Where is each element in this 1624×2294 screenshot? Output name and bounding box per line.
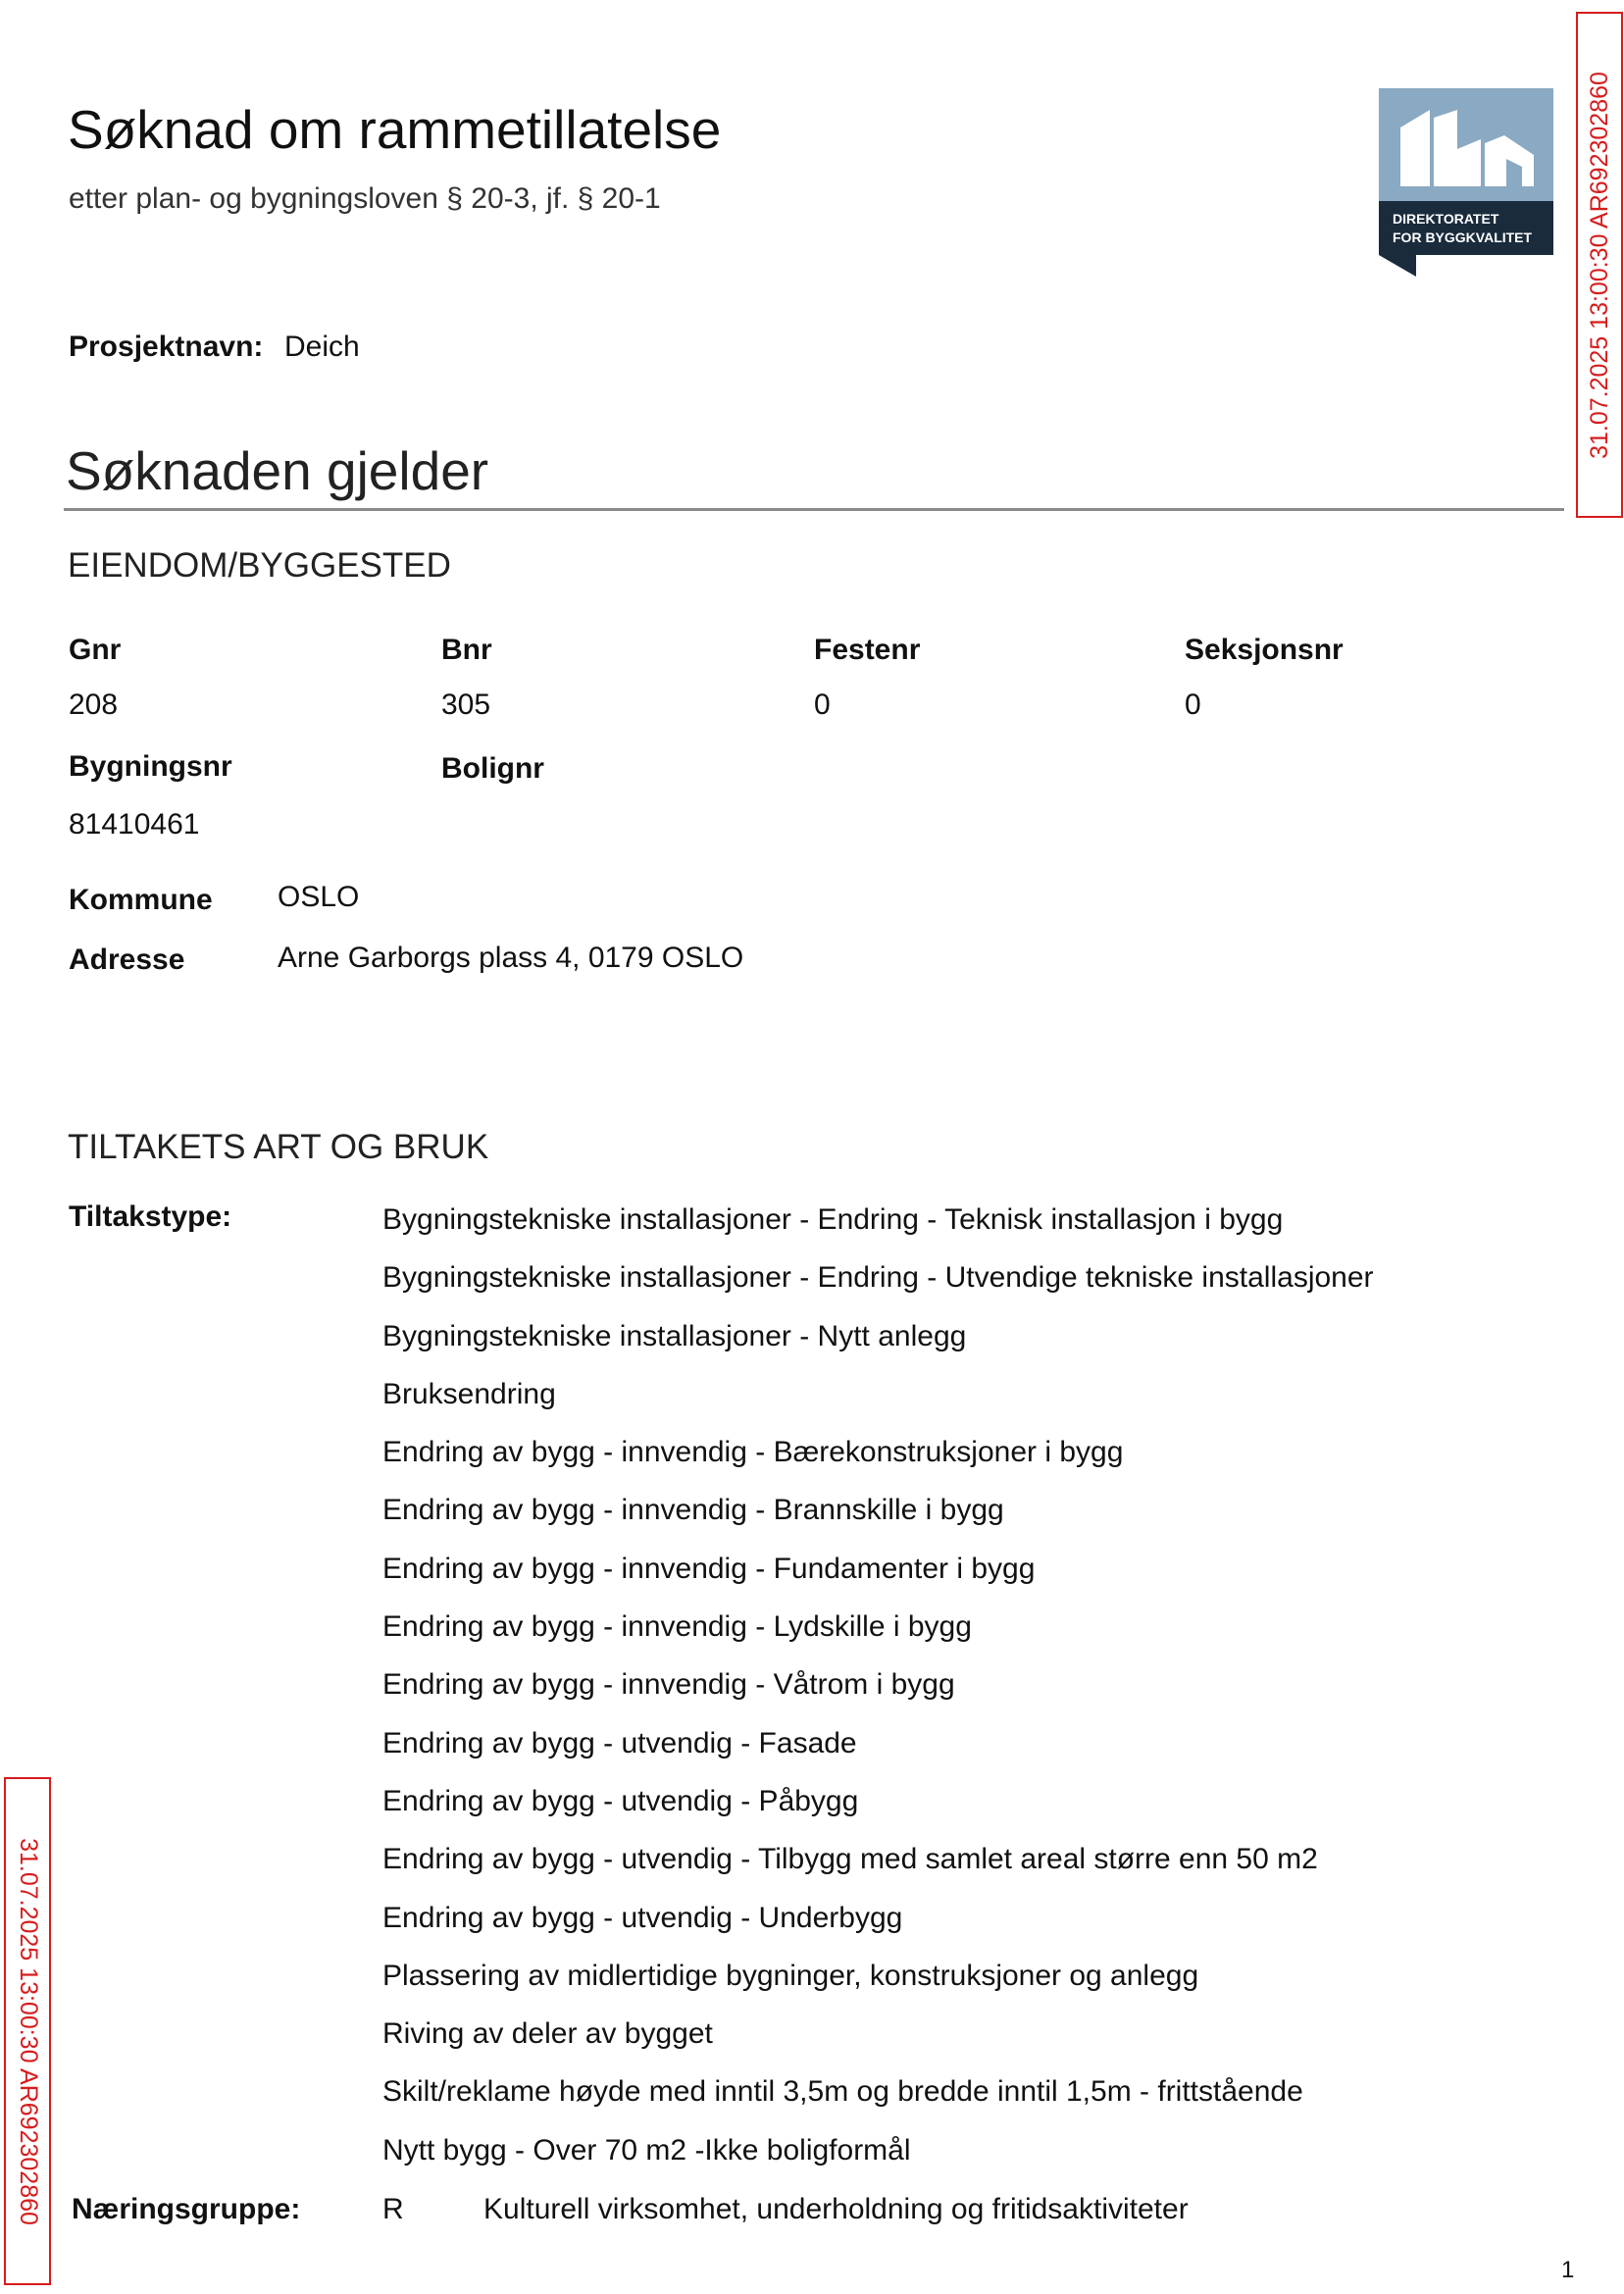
- list-item: Endring av bygg - innvendig - Bærekonstruksjoner i bygg: [382, 1436, 1124, 1469]
- list-item: Endring av bygg - utvendig - Fasade: [382, 1726, 857, 1759]
- list-item: Riving av deler av bygget: [382, 2017, 713, 2051]
- list-item: Endring av bygg - innvendig - Fundamenter i bygg: [382, 1552, 1036, 1585]
- document-subtitle: etter plan- og bygningsloven § 20-3, jf. § 20-1: [69, 182, 661, 215]
- page-number: 1: [1561, 2257, 1575, 2283]
- list-item: Endring av bygg - innvendig - Våtrom i bygg: [382, 1668, 955, 1702]
- bygningsnr-label: Bygningsnr: [69, 750, 232, 783]
- property-heading: EIENDOM/BYGGESTED: [68, 546, 451, 585]
- kommune-label: Kommune: [69, 884, 213, 916]
- stamp-top: [1576, 12, 1623, 518]
- adresse-label: Adresse: [69, 943, 185, 976]
- list-item: Nytt bygg - Over 70 m2 -Ikke boligformål: [382, 2133, 911, 2167]
- section-divider: [64, 508, 1564, 511]
- list-item: Endring av bygg - utvendig - Påbygg: [382, 1784, 859, 1817]
- list-item: Endring av bygg - innvendig - Lydskille i bygg: [382, 1610, 972, 1644]
- kommune-value: OSLO: [278, 881, 360, 913]
- list-item: Bygningstekniske installasjoner - Nytt anlegg: [382, 1319, 967, 1352]
- stamp-top-text: 31.07.2025 13:00:30 AR692302860: [1585, 71, 1613, 459]
- stamp-bottom-text: 31.07.2025 13:00:30 AR692302860: [14, 1837, 42, 2225]
- tiltakstype-label: Tiltakstype:: [69, 1200, 232, 1233]
- list-item: Skilt/reklame høyde med inntil 3,5m og bredde inntil 1,5m - frittstående: [382, 2075, 1303, 2109]
- list-item: Endring av bygg - utvendig - Tilbygg med samlet areal større enn 50 m2: [382, 1843, 1318, 1876]
- document-title: Søknad om rammetillatelse: [68, 99, 722, 160]
- gnr-label: Gnr: [69, 634, 122, 666]
- bnr-value: 305: [441, 688, 491, 721]
- festenr-value: 0: [814, 688, 831, 721]
- tiltak-heading: TILTAKETS ART OG BRUK: [68, 1128, 489, 1166]
- dibk-logo-graphic: [1379, 88, 1553, 277]
- gnr-value: 208: [69, 688, 119, 721]
- festenr-label: Festenr: [814, 634, 921, 666]
- list-item: Bygningstekniske installasjoner - Endring - Teknisk installasjon i bygg: [382, 1203, 1284, 1236]
- seksjonsnr-value: 0: [1185, 688, 1201, 721]
- bolignr-label: Bolignr: [441, 752, 544, 785]
- bnr-label: Bnr: [441, 634, 492, 666]
- seksjonsnr-label: Seksjonsnr: [1185, 634, 1344, 666]
- project-label: Prosjektnavn:: [69, 331, 264, 363]
- list-item: Endring av bygg - innvendig - Brannskille i bygg: [382, 1494, 1004, 1527]
- list-item: Endring av bygg - utvendig - Underbygg: [382, 1901, 903, 1934]
- project-value: Deich: [284, 331, 360, 363]
- dibk-logo: [1379, 88, 1553, 277]
- logo-line1: DIREKTORATET: [1393, 211, 1499, 227]
- naeringsgruppe-text: Kulturell virksomhet, underholdning og fritidsaktiviteter: [483, 2193, 1189, 2225]
- logo-line2: FOR BYGGKVALITET: [1393, 229, 1533, 245]
- section-title: Søknaden gjelder: [66, 440, 489, 501]
- list-item: Plassering av midlertidige bygninger, konstruksjoner og anlegg: [382, 1959, 1199, 1992]
- adresse-value: Arne Garborgs plass 4, 0179 OSLO: [278, 942, 744, 974]
- tiltakstype-list: [382, 1201, 1510, 2190]
- stamp-bottom: [4, 1777, 51, 2285]
- naeringsgruppe-code: R: [382, 2193, 404, 2225]
- naeringsgruppe-label: Næringsgruppe:: [72, 2193, 301, 2225]
- bygningsnr-value: 81410461: [69, 808, 200, 841]
- list-item: Bruksendring: [382, 1377, 556, 1410]
- list-item: Bygningstekniske installasjoner - Endring - Utvendige tekniske installasjoner: [382, 1261, 1374, 1295]
